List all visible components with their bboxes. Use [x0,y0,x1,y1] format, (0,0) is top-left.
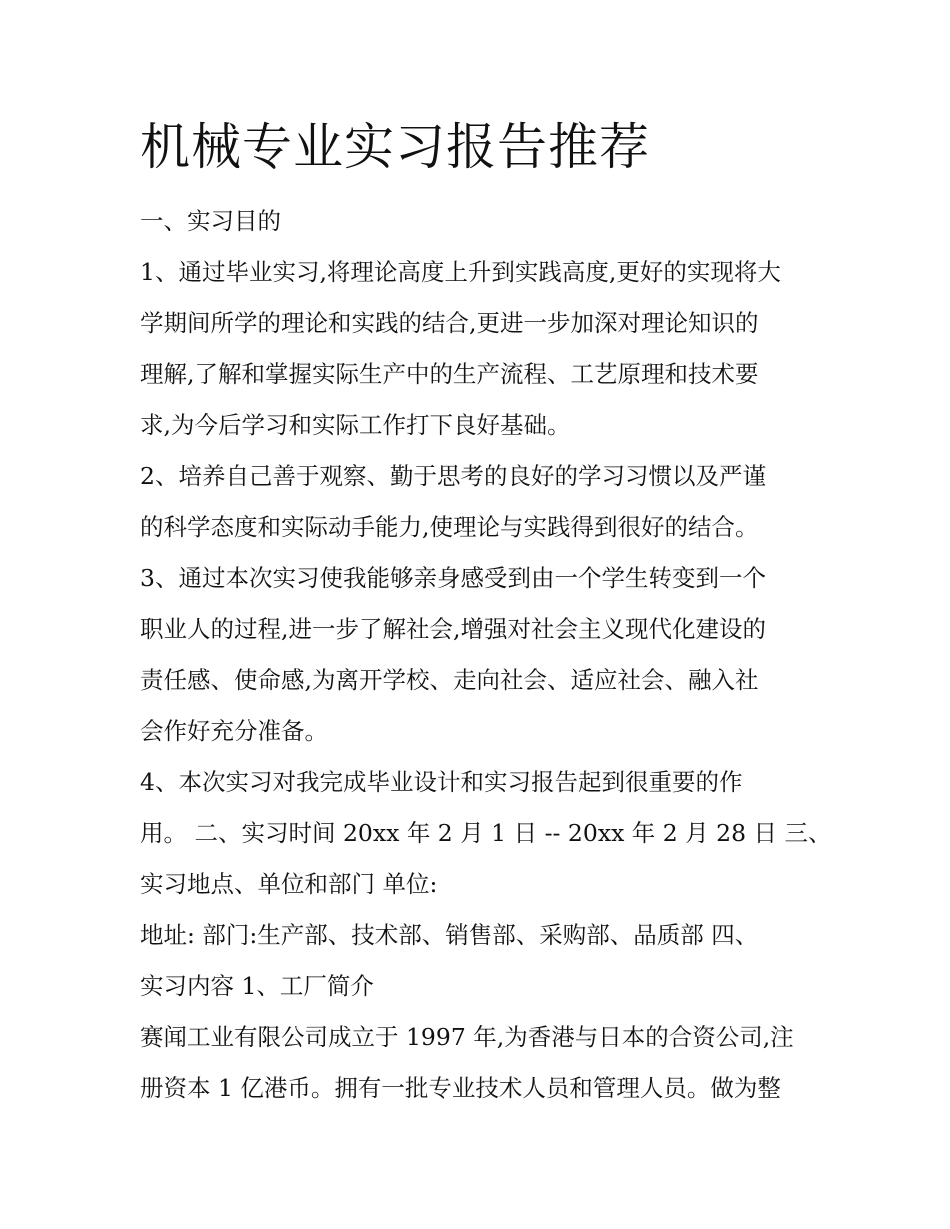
paragraph-line: 2、培养自己善于观察、勤于思考的良好的学习习惯以及严谨 [140,462,766,490]
paragraph-line: 理解,了解和掌握实际生产中的生产流程、工艺原理和技术要 [140,360,759,388]
paragraph-line: 4、本次实习对我完成毕业设计和实习报告起到很重要的作 [140,768,743,796]
paragraph-line: 求,为今后学习和实际工作打下良好基础。 [140,411,571,439]
section-heading-purpose: 一、实习目的 [140,207,281,235]
paragraph-line: 1、通过毕业实习,将理论高度上升到实践高度,更好的实现将大 [140,258,781,286]
paragraph-line: 的科学态度和实际动手能力,使理论与实践得到很好的结合。 [140,513,759,541]
paragraph-line: 实习内容 1、工厂简介 [140,972,374,1000]
paragraph-line: 地址: 部门:生产部、技术部、销售部、采购部、品质部 四、 [140,921,759,949]
paragraph-line: 册资本 1 亿港币。拥有一批专业技术人员和管理人员。做为整 [140,1074,781,1102]
document-title: 机械专业实习报告推荐 [140,118,650,176]
paragraph-line: 责任感、使命感,为离开学校、走向社会、适应社会、融入社 [140,666,759,694]
paragraph-line: 会作好充分准备。 [140,717,328,745]
paragraph-line: 3、通过本次实习使我能够亲身感受到由一个学生转变到一个 [140,564,766,592]
paragraph-line: 学期间所学的理论和实践的结合,更进一步加深对理论知识的 [140,309,759,337]
paragraph-line: 实习地点、单位和部门 单位: [140,870,438,898]
paragraph-line: 用。 二、实习时间 20xx 年 2 月 1 日 -- 20xx 年 2 月 28 日 三、 [140,819,832,847]
paragraph-line: 职业人的过程,进一步了解社会,增强对社会主义现代化建设的 [140,615,766,643]
paragraph-line: 赛闻工业有限公司成立于 1997 年,为香港与日本的合资公司,注 [140,1023,794,1051]
